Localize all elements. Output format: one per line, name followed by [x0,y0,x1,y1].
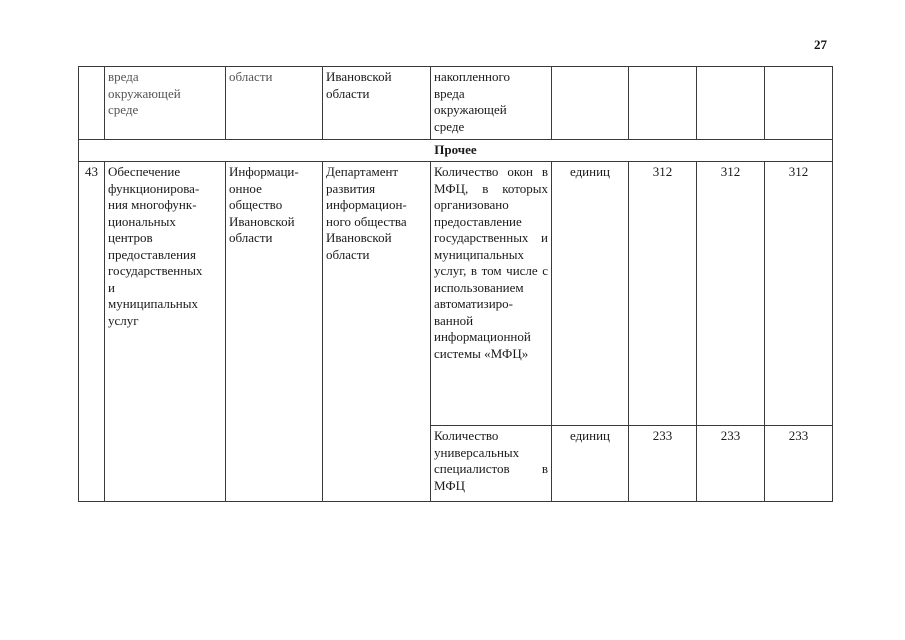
value-cell [765,67,833,140]
section-row [79,140,833,162]
responsible-cell: Ивановской области [323,67,431,140]
row-number-cell: 43 [79,162,105,502]
section-title: Прочее [79,140,833,162]
event-cell: Обеспечение функционирова- ния многофунк- циональных центров предоставления государственных и муниципальных услуг [105,162,226,502]
responsible-cell: Департамент развития информацион- ного общества Ивановской области [323,162,431,502]
value-cell: 312 [697,162,765,426]
value-cell: 312 [765,162,833,426]
indicator-cell: Количество окон в МФЦ, в которых организовано предоставление государственных и муниципальных услуг, в том числе с использованием автоматизиро-ванной информационной системы «МФЦ» [431,162,552,426]
unit-cell: единиц [552,162,629,426]
executor-cell: Информаци- онное общество Ивановской области [226,162,323,502]
table-row [79,162,833,426]
value-cell [629,67,697,140]
page-number: 27 [814,37,827,52]
program-table [78,66,833,502]
indicator-cell: Количество универсальных специалистов в МФЦ [431,426,552,502]
unit-cell [552,67,629,140]
value-cell: 233 [629,426,697,502]
value-cell: 233 [697,426,765,502]
value-cell: 312 [629,162,697,426]
value-cell [697,67,765,140]
unit-cell: единиц [552,426,629,502]
row-number-cell [79,67,105,140]
table-row [79,67,833,140]
value-cell: 233 [765,426,833,502]
executor-cell: области [226,67,323,140]
event-cell: вреда окружающей среде [105,67,226,140]
indicator-cell: накопленного вреда окружающей среде [431,67,552,140]
